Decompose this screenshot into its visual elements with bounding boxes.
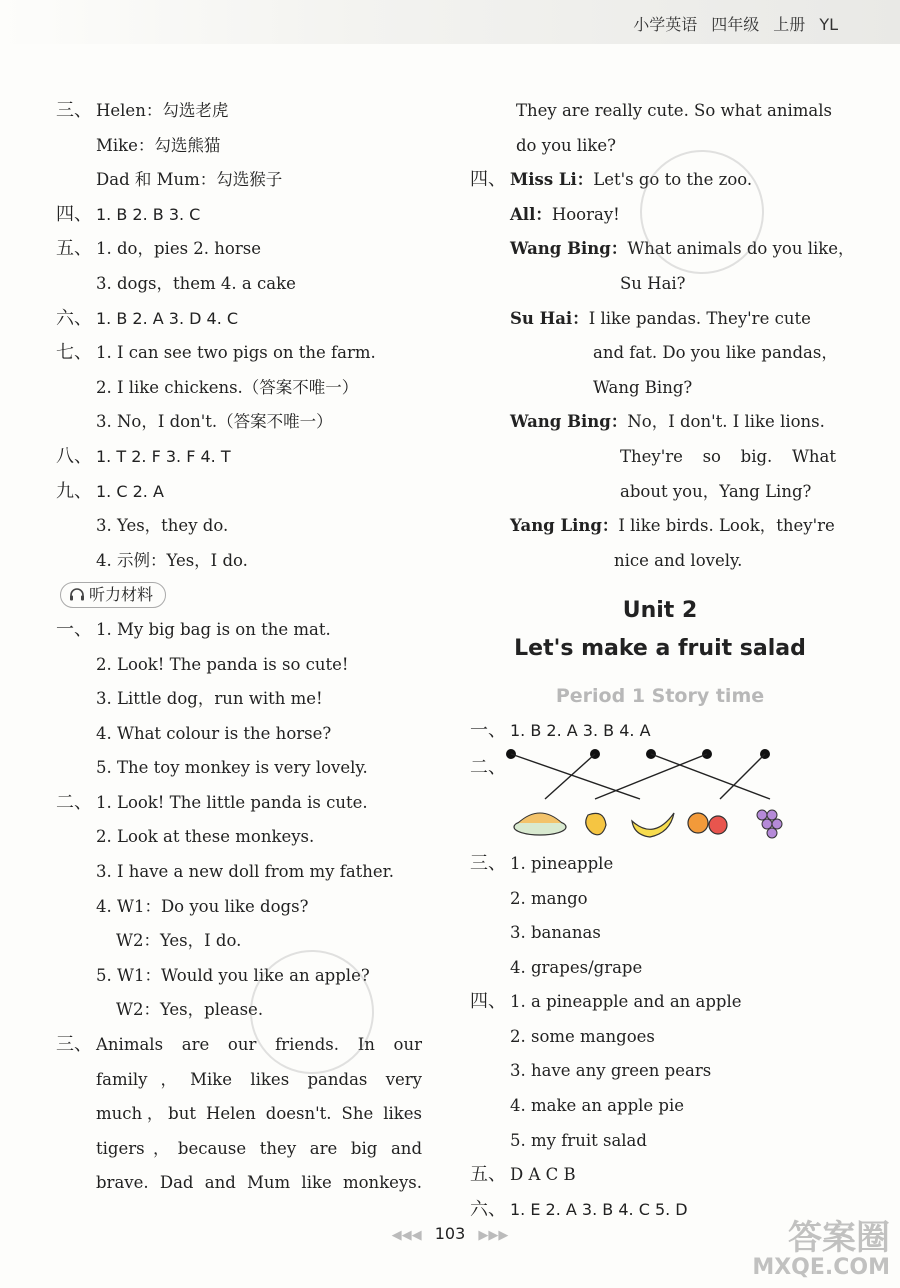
dialogue-line: Wang Bing? [593, 377, 693, 397]
transcript-line: 1. My big bag is on the mat. [96, 619, 331, 639]
section-mark: 三、 [56, 1034, 92, 1056]
section-mark: 五、 [470, 1164, 506, 1186]
speaker-name: Miss Li： [510, 170, 594, 190]
transcript-line: 2. Look! The panda is so cute! [96, 654, 349, 674]
dialogue-line: No，I don't. I like lions. [627, 412, 825, 432]
answer-line: 1. B 2. A 3. B 4. A [510, 721, 651, 741]
transcript-line: 3. Little dog，run with me! [96, 689, 323, 709]
answer-line: 1. a pineapple and an apple [510, 992, 742, 1012]
answer-line: 2. mango [510, 888, 588, 908]
speaker-name: Wang Bing： [510, 412, 628, 432]
matching-exercise [470, 749, 850, 847]
answer-line: Mike：勾选熊猫 [96, 135, 221, 155]
unit-title: Let's make a fruit salad [514, 636, 806, 662]
header-volume: 上册 [773, 15, 806, 34]
transcript-line: Animals are our friends. In our [96, 1035, 422, 1055]
mango-icon [586, 813, 606, 834]
page-number: 103 [434, 1224, 466, 1243]
period-title: Period 1 Story time [555, 685, 765, 708]
answer-line: Dad 和 Mum：勾选猴子 [96, 170, 283, 190]
section-mark: 四、 [56, 203, 92, 225]
header-edition: YL [819, 15, 838, 34]
grape-icon [767, 810, 777, 820]
answer-line: 1. B 2. B 3. C [96, 204, 201, 224]
section-mark: 二、 [56, 791, 92, 813]
transcript-line: tigers，because they are big and [96, 1138, 422, 1158]
fruit-bowl-icon [518, 813, 562, 823]
transcript-line: 1. Look! The little panda is cute. [96, 792, 368, 812]
section-mark: 四、 [470, 169, 506, 191]
dialogue-line: Hooray! [551, 204, 620, 224]
dialogue-line: I like birds. Look，they're [618, 516, 835, 536]
unit-number: Unit 2 [622, 598, 698, 624]
section-mark: 二、 [470, 756, 506, 778]
site-watermark [752, 1220, 890, 1280]
answer-line: 2. some mangoes [510, 1026, 655, 1046]
right-column [470, 94, 855, 1227]
match-line [511, 754, 640, 799]
section-mark: 一、 [470, 720, 506, 742]
speaker-name: Wang Bing： [510, 239, 628, 259]
dialogue-line: Su Hai? [620, 273, 686, 293]
section-mark: 八、 [56, 445, 92, 467]
answer-line: 1. C 2. A [96, 481, 164, 501]
transcript-line: 2. Look at these monkeys. [96, 827, 315, 847]
page-header [619, 12, 838, 35]
answer-line: 4. grapes/grape [510, 957, 643, 977]
section-mark: 六、 [470, 1198, 506, 1220]
speaker-name: Yang Ling： [510, 516, 619, 536]
answer-line: 1. E 2. A 3. B 4. C 5. D [510, 1199, 688, 1219]
answer-line: 1. T 2. F 3. F 4. T [96, 446, 231, 466]
match-line [720, 754, 765, 799]
speaker-name: All： [510, 204, 552, 224]
dialogue-line: What animals do you like， [627, 239, 855, 259]
answer-line: Helen：勾选老虎 [96, 101, 229, 120]
answer-line: D A C B [510, 1165, 576, 1185]
dialogue-line: They're so big. What [620, 446, 836, 466]
matching-lines [470, 749, 810, 847]
answer-line: 3. bananas [510, 923, 601, 943]
transcript-line: do you like? [516, 135, 617, 155]
orange-icon [688, 813, 708, 833]
grape-icon [767, 828, 777, 838]
dialogue-line: nice and lovely. [614, 550, 743, 570]
answer-line: 1. B 2. A 3. D 4. C [96, 308, 239, 328]
answer-line: 1. pineapple [510, 853, 614, 873]
section-mark: 六、 [56, 307, 92, 329]
transcript-line: 4. What colour is the horse? [96, 723, 332, 743]
section-mark: 五、 [56, 238, 92, 260]
dialogue-line: Let's go to the zoo. [593, 170, 753, 190]
fruit-pictures [514, 810, 782, 838]
answer-line: 4. make an apple pie [510, 1096, 685, 1116]
listening-label-text: 听力材料 [89, 585, 154, 605]
section-mark: 七、 [56, 342, 92, 364]
banana-icon [632, 813, 674, 837]
answer-line: 4. 示例：Yes，I do. [96, 550, 248, 570]
transcript-line: 5. The toy monkey is very lovely. [96, 758, 368, 778]
section-mark: 四、 [470, 991, 506, 1013]
apple-icon [709, 816, 727, 834]
answer-line: 3. have any green pears [510, 1061, 712, 1081]
dialogue-line: about you，Yang Ling? [620, 481, 812, 501]
transcript-line: 3. I have a new doll from my father. [96, 862, 394, 882]
dialogue-line: and fat. Do you like pandas， [593, 343, 838, 363]
right-arrows-icon: ▶▶▶ [478, 1228, 509, 1243]
grape-icon [772, 819, 782, 829]
answer-line: 1. do，pies 2. horse [96, 239, 261, 259]
left-column [56, 94, 446, 1201]
answer-line: 3. No，I don't.（答案不唯一） [96, 412, 333, 432]
transcript-line: W2：Yes，I do. [116, 931, 242, 951]
answer-line: 5. my fruit salad [510, 1130, 647, 1150]
left-arrows-icon: ◀◀◀ [391, 1228, 422, 1243]
section-mark: 九、 [56, 480, 92, 502]
listening-label [60, 582, 166, 608]
watermark-url: MXQE.COM [752, 1255, 890, 1280]
watermark-text: 答案圈 [788, 1218, 890, 1258]
answer-line: 3. Yes，they do. [96, 516, 229, 536]
match-line [651, 754, 770, 799]
section-mark: 一、 [56, 618, 92, 640]
transcript-line: W2：Yes，please. [116, 1000, 264, 1020]
header-subject: 小学英语 [633, 15, 698, 34]
transcript-line: 4. W1：Do you like dogs? [96, 896, 309, 916]
answer-line: 2. I like chickens.（答案不唯一） [96, 377, 359, 397]
speaker-name: Su Hai： [510, 308, 589, 328]
transcript-line: family，Mike likes pandas very [96, 1069, 422, 1089]
dialogue-line: I like pandas. They're cute [588, 308, 811, 328]
grape-icon [762, 819, 772, 829]
answer-line: 3. dogs，them 4. a cake [96, 273, 296, 293]
match-line [545, 754, 595, 799]
header-grade: 四年级 [711, 15, 760, 34]
transcript-line: much，but Helen doesn't. She likes [96, 1104, 422, 1124]
grape-icon [757, 810, 767, 820]
match-line [595, 754, 707, 799]
section-mark: 三、 [56, 100, 92, 121]
section-mark: 三、 [470, 852, 506, 874]
transcript-line: They are really cute. So what animals [516, 101, 832, 120]
transcript-line: brave. Dad and Mum like monkeys. [96, 1173, 422, 1193]
headphones-icon [69, 587, 85, 601]
transcript-line: 5. W1：Would you like an apple? [96, 965, 370, 985]
answer-line: 1. I can see two pigs on the farm. [96, 343, 376, 363]
